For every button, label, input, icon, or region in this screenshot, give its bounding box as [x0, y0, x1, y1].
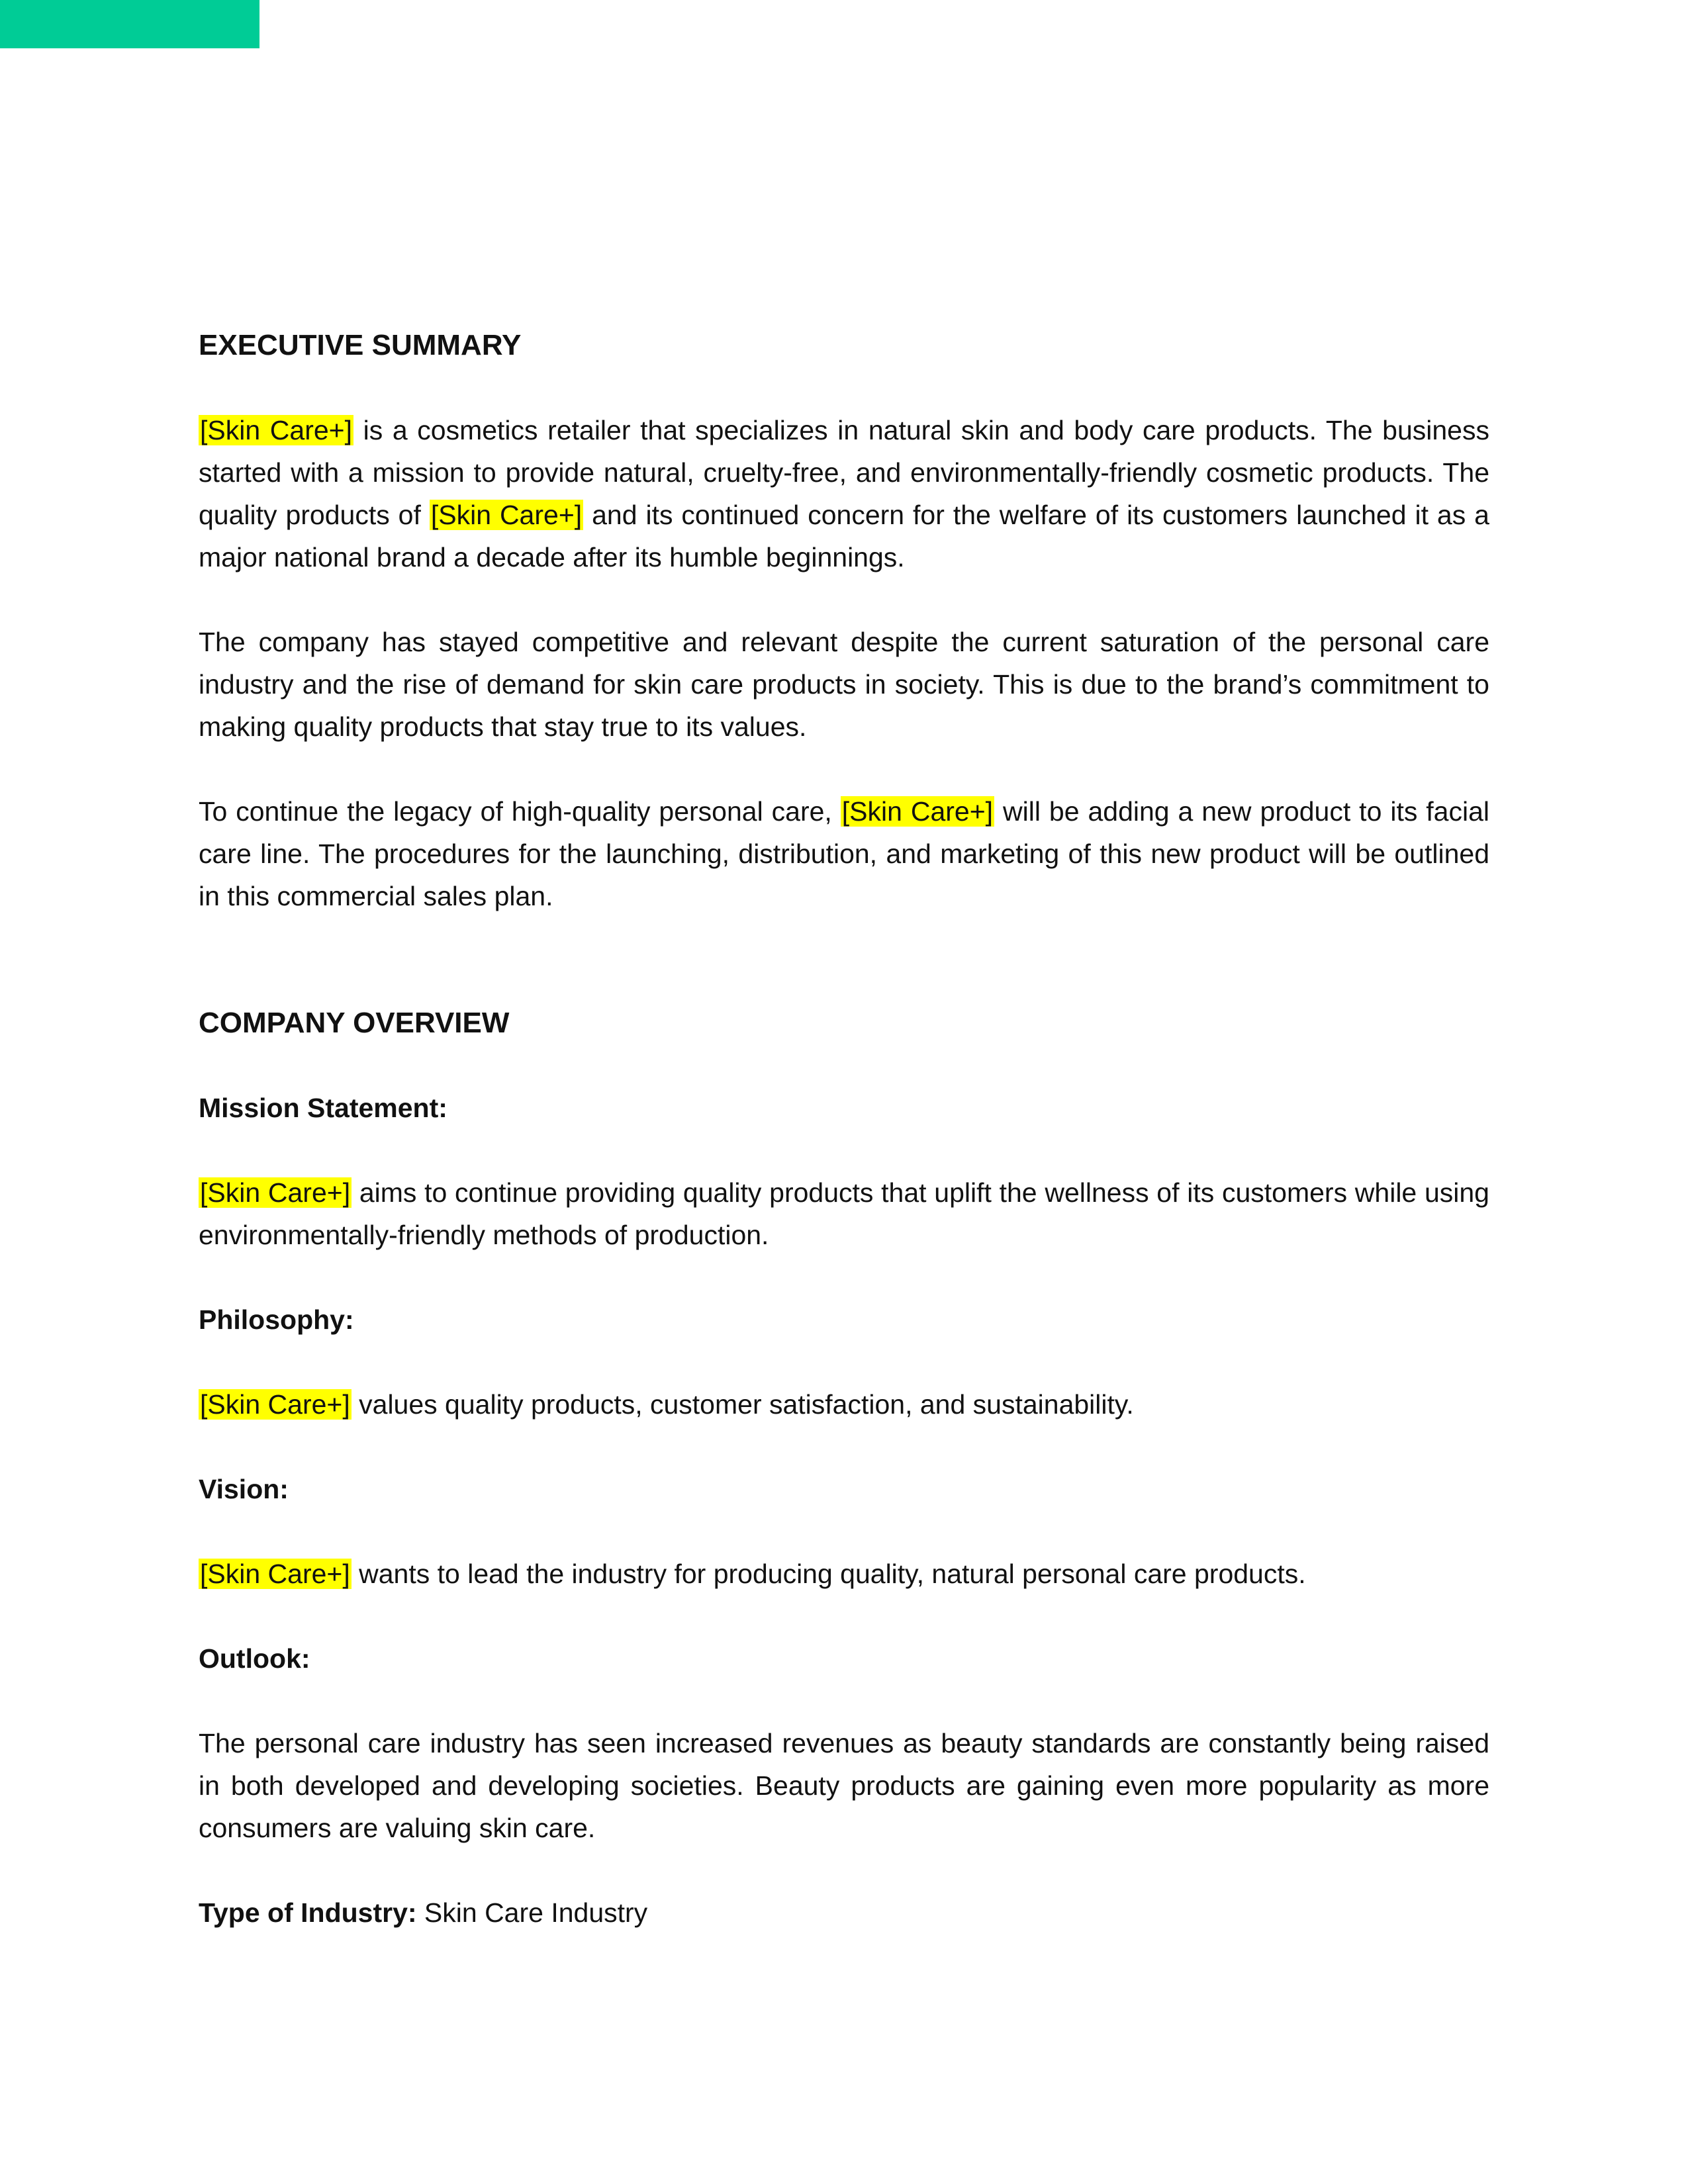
- brand-highlight: [Skin Care+]: [200, 1559, 350, 1589]
- type-of-industry-label: Type of Industry:: [199, 1897, 417, 1928]
- type-of-industry-value: Skin Care Industry: [416, 1897, 648, 1928]
- outlook-text: The personal care industry has seen increased revenues as beauty standards are constantly being raised in both developed and developing societies. Beauty products are gaining even more popularity as more consumers are valuing skin care.: [199, 1728, 1489, 1843]
- document-body: [199, 324, 1489, 1976]
- paragraph-text: To continue the legacy of high-quality personal care,: [199, 796, 841, 827]
- outlook-label: Outlook:: [199, 1643, 310, 1674]
- brand-highlight: [Skin Care+]: [200, 1177, 351, 1208]
- paragraph-text: and its continued concern for the welfare of its customers launched it as a major national brand a decade after its humble beginnings.: [199, 500, 1489, 572]
- paragraph-text: will be adding a new product to its facial care line. The procedures for the launching, distribution, and marketing of this new product will be outlined in this commercial sales plan.: [199, 796, 1489, 911]
- vision-text: [199, 1553, 1489, 1595]
- executive-summary-paragraph-3: [199, 790, 1489, 917]
- brand-highlight: [Skin Care+]: [200, 1389, 350, 1420]
- paragraph-text: values quality products, customer satisfaction, and sustainability.: [351, 1389, 1134, 1420]
- executive-summary-paragraph-2: The company has stayed competitive and relevant despite the current saturation of the personal care industry and the rise of demand for skin care products in society. This is due to the brand’s commitment to making quality products that stay true to its values.: [199, 627, 1489, 742]
- brand-highlight: [Skin Care+]: [430, 500, 583, 530]
- paragraph-text: wants to lead the industry for producing quality, natural personal care products.: [351, 1559, 1306, 1589]
- mission-statement-label: Mission Statement:: [199, 1093, 447, 1123]
- accent-bar: [0, 0, 259, 48]
- brand-highlight: [Skin Care+]: [841, 796, 994, 827]
- vision-label: Vision:: [199, 1474, 289, 1504]
- company-overview-heading: COMPANY OVERVIEW: [199, 1007, 510, 1039]
- mission-statement-text: [199, 1171, 1489, 1256]
- philosophy-label: Philosophy:: [199, 1304, 354, 1335]
- philosophy-text: [199, 1383, 1489, 1426]
- brand-highlight: [Skin Care+]: [200, 415, 352, 445]
- executive-summary-heading: EXECUTIVE SUMMARY: [199, 329, 522, 361]
- executive-summary-paragraph-1: [199, 409, 1489, 578]
- paragraph-text: aims to continue providing quality products that uplift the wellness of its customers while using environmentally-friendly methods of production.: [199, 1177, 1489, 1250]
- paragraph-text: is a cosmetics retailer that specializes in natural skin and body care products. The business started with a mission to provide natural, cruelty-free, and environmentally-friendly cosmetic products. The quality products of: [199, 415, 1489, 530]
- type-of-industry: [199, 1891, 1489, 1934]
